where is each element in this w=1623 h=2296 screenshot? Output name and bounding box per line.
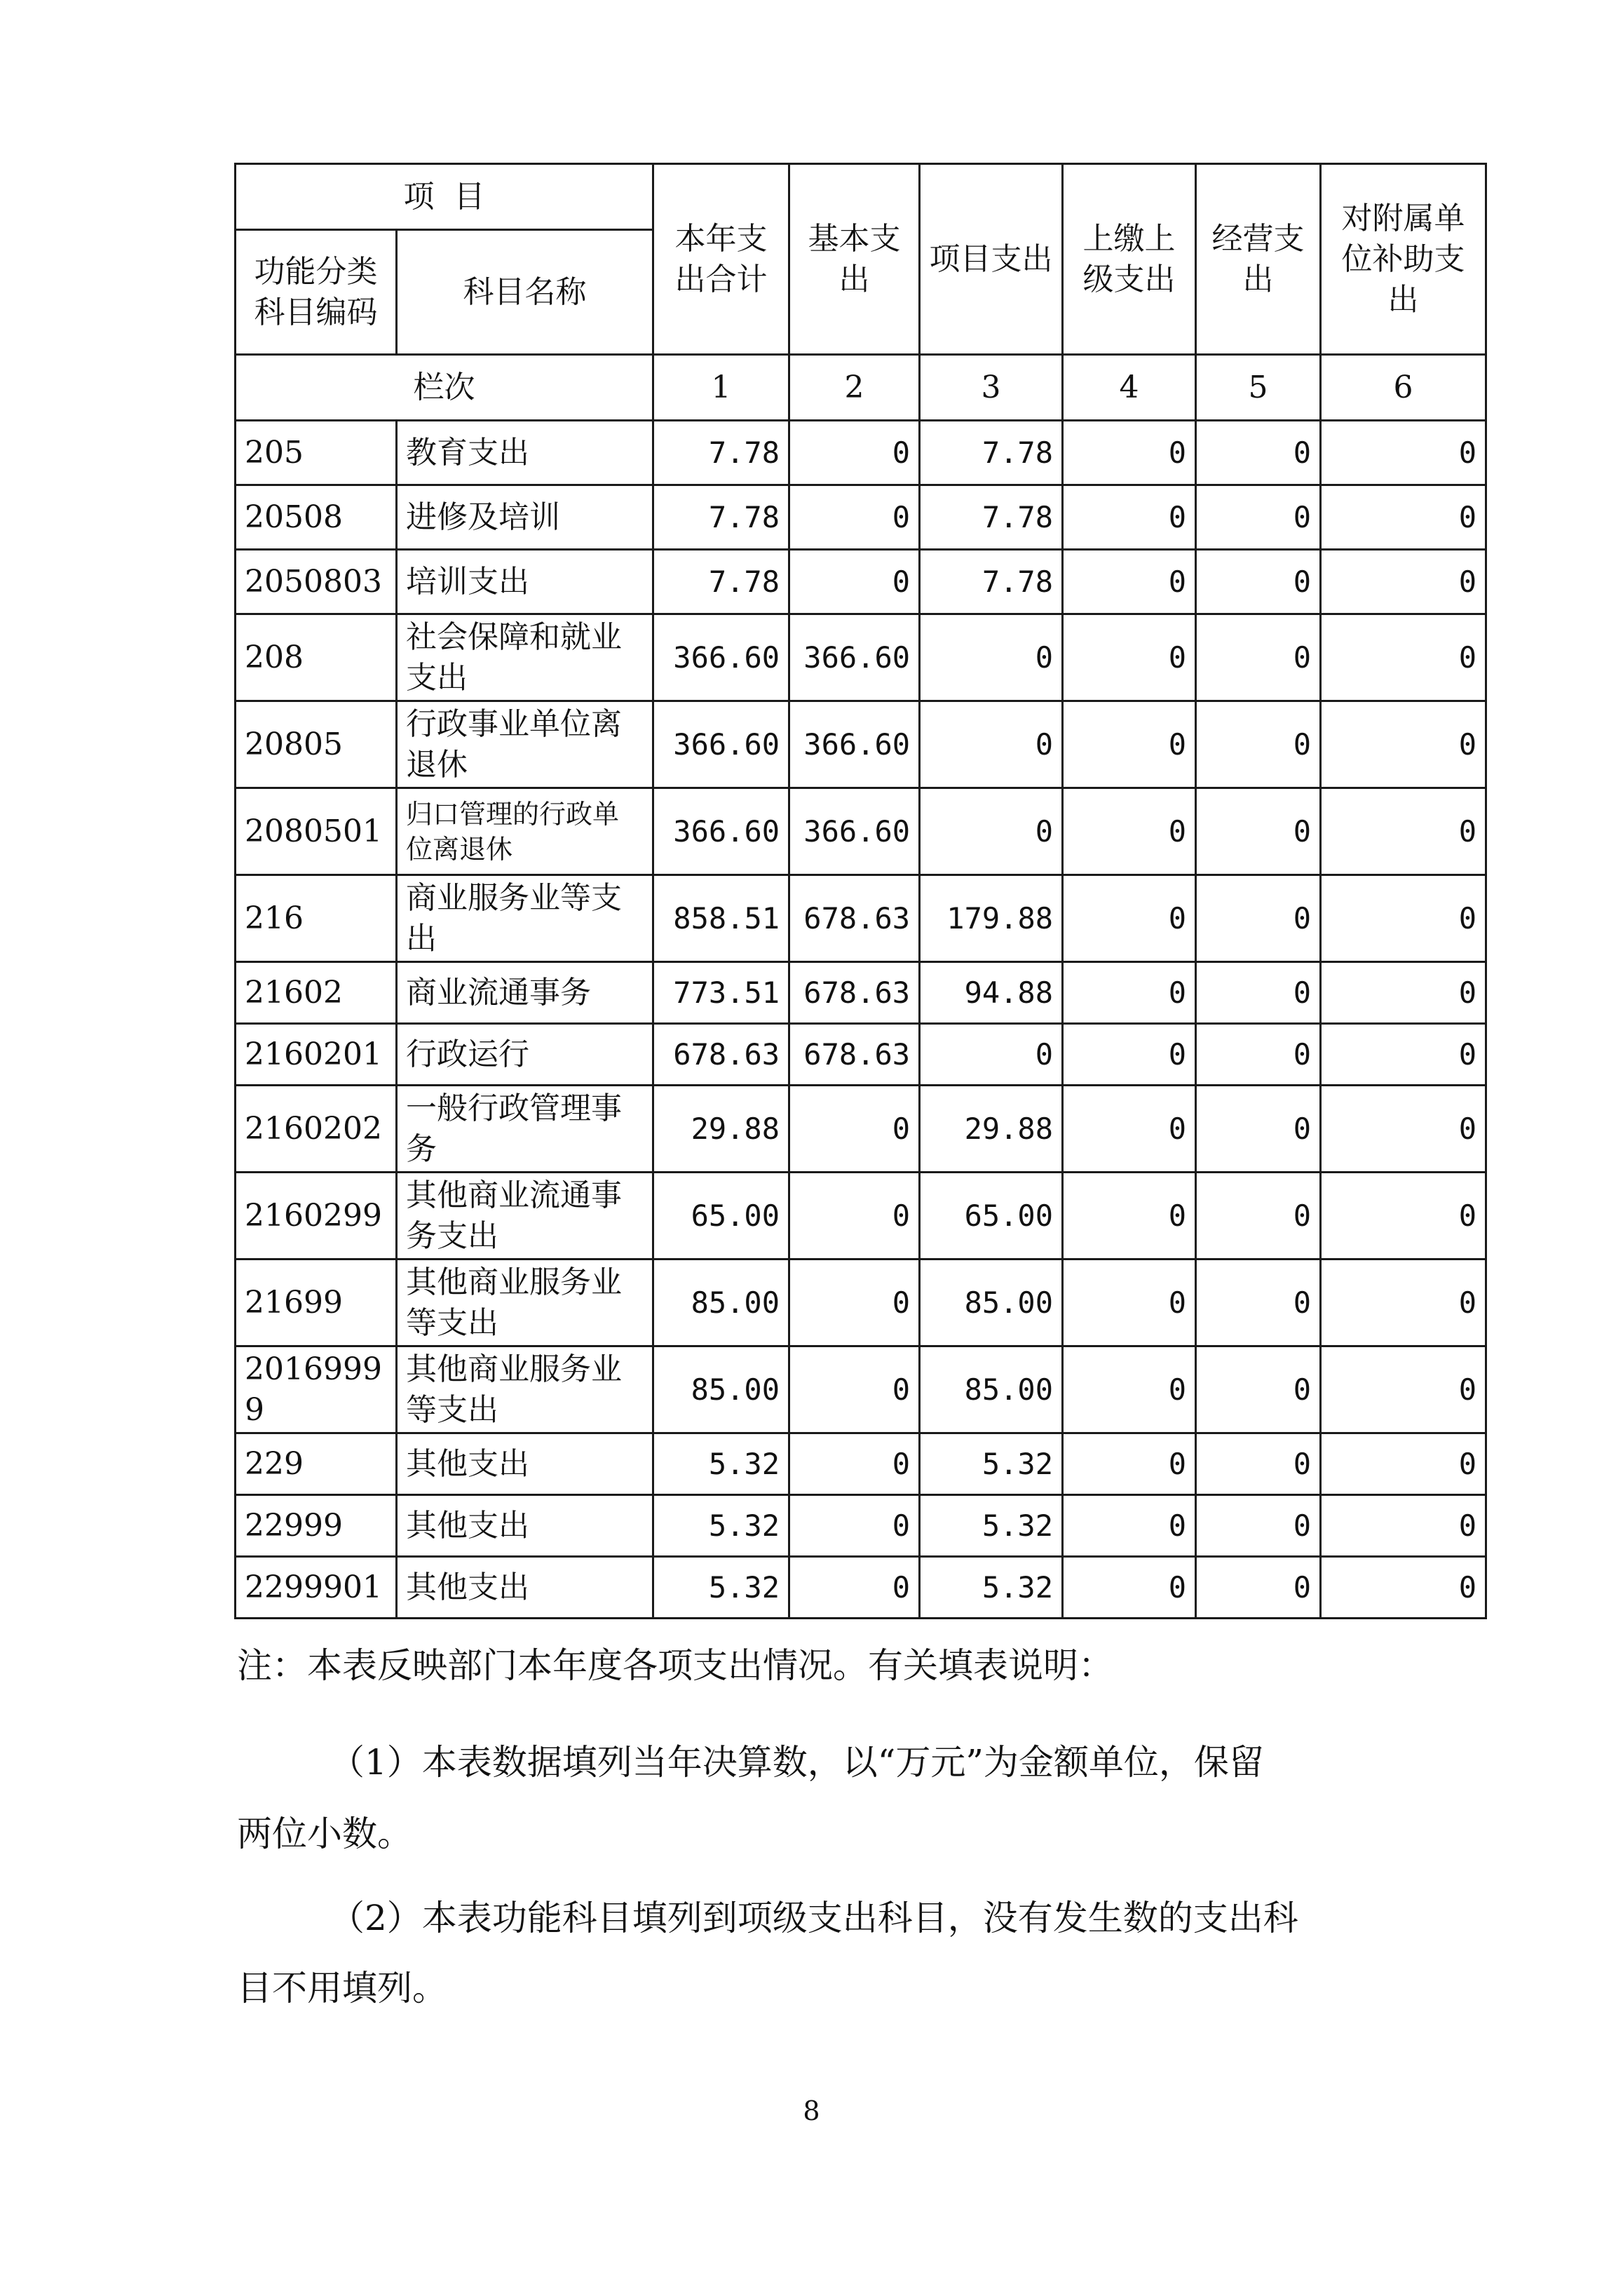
row-value-col-4: 0: [1063, 875, 1196, 962]
row-code: 2160202: [236, 1086, 397, 1173]
row-value-col-2: 0: [789, 485, 920, 550]
row-name: 行政运行: [397, 1024, 653, 1086]
row-value-col-3: 0: [920, 1024, 1063, 1086]
row-value-col-6: 0: [1321, 788, 1486, 875]
expenditure-table: [234, 163, 1487, 1619]
table-row: [236, 962, 1486, 1024]
row-value-col-5: 0: [1196, 1086, 1321, 1173]
note-item1-line1: （1）本表数据填列当年决算数，以“万元”为金额单位，保留: [330, 1742, 1264, 1783]
table-row: [236, 1433, 1486, 1495]
table-row: [236, 1346, 1486, 1433]
table-row: [236, 875, 1486, 962]
row-value-col-3: 7.78: [920, 485, 1063, 550]
table-row: [236, 1495, 1486, 1557]
row-code: 2080501: [236, 788, 397, 875]
row-value-col-5: 0: [1196, 701, 1321, 788]
row-code: 2160299: [236, 1173, 397, 1260]
row-name: 其他商业服务业等支出: [397, 1260, 653, 1346]
row-value-col-6: 0: [1321, 1557, 1486, 1619]
row-value-col-4: 0: [1063, 1024, 1196, 1086]
table-row: [236, 701, 1486, 788]
row-value-col-6: 0: [1321, 1433, 1486, 1495]
row-value-col-4: 0: [1063, 550, 1196, 614]
row-value-col-5: 0: [1196, 421, 1321, 485]
table-body: [236, 421, 1486, 1619]
row-code: 216: [236, 875, 397, 962]
row-name: 其他商业服务业等支出: [397, 1346, 653, 1433]
row-code: 2299901: [236, 1557, 397, 1619]
row-value-col-6: 0: [1321, 614, 1486, 701]
row-value-col-5: 0: [1196, 1024, 1321, 1086]
row-code: 2160201: [236, 1024, 397, 1086]
row-value-col-6: 0: [1321, 421, 1486, 485]
row-value-col-3: 85.00: [920, 1260, 1063, 1346]
row-value-col-5: 0: [1196, 550, 1321, 614]
note-intro: 注：本表反映部门本年度各项支出情况。有关填表说明：: [237, 1645, 1113, 1686]
row-value-col-4: 0: [1063, 701, 1196, 788]
row-value-col-3: 29.88: [920, 1086, 1063, 1173]
row-value-col-2: 366.60: [789, 701, 920, 788]
table-row: [236, 614, 1486, 701]
row-value-col-5: 0: [1196, 1346, 1321, 1433]
header-col-2: 基本支出: [789, 164, 920, 355]
row-value-col-4: 0: [1063, 614, 1196, 701]
row-value-col-3: 65.00: [920, 1173, 1063, 1260]
row-value-col-4: 0: [1063, 1557, 1196, 1619]
row-value-col-2: 0: [789, 1260, 920, 1346]
row-value-col-2: 0: [789, 1346, 920, 1433]
header-code-label: 功能分类科目编码: [236, 230, 397, 355]
row-value-col-3: 5.32: [920, 1433, 1063, 1495]
row-value-col-4: 0: [1063, 1086, 1196, 1173]
row-code: 229: [236, 1433, 397, 1495]
row-value-col-5: 0: [1196, 614, 1321, 701]
row-value-col-5: 0: [1196, 962, 1321, 1024]
row-value-col-3: 179.88: [920, 875, 1063, 962]
row-value-col-2: 678.63: [789, 962, 920, 1024]
row-value-col-1: 366.60: [653, 701, 789, 788]
row-value-col-6: 0: [1321, 1086, 1486, 1173]
row-code: 205: [236, 421, 397, 485]
row-value-col-5: 0: [1196, 485, 1321, 550]
row-value-col-2: 0: [789, 1086, 920, 1173]
row-name: 一般行政管理事务: [397, 1086, 653, 1173]
row-value-col-6: 0: [1321, 1346, 1486, 1433]
row-name: 其他支出: [397, 1495, 653, 1557]
row-code: 21699: [236, 1260, 397, 1346]
header-col-3: 项目支出: [920, 164, 1063, 355]
header-name-label: 科目名称: [397, 230, 653, 355]
row-value-col-2: 0: [789, 1557, 920, 1619]
table-row: [236, 1260, 1486, 1346]
row-value-col-3: 0: [920, 614, 1063, 701]
row-value-col-2: 0: [789, 550, 920, 614]
table-row: [236, 421, 1486, 485]
row-value-col-5: 0: [1196, 1495, 1321, 1557]
header-col-6: 对附属单位补助支出: [1321, 164, 1486, 355]
row-name: 商业流通事务: [397, 962, 653, 1024]
header-col-5: 经营支出: [1196, 164, 1321, 355]
header-index-6: 6: [1321, 355, 1486, 421]
page-number: 8: [803, 2095, 820, 2126]
header-col-1: 本年支出合计: [653, 164, 789, 355]
row-value-col-4: 0: [1063, 1495, 1196, 1557]
row-value-col-2: 678.63: [789, 875, 920, 962]
row-value-col-4: 0: [1063, 788, 1196, 875]
row-name: 培训支出: [397, 550, 653, 614]
row-value-col-1: 678.63: [653, 1024, 789, 1086]
row-value-col-4: 0: [1063, 1346, 1196, 1433]
row-value-col-6: 0: [1321, 701, 1486, 788]
note-item1-line2: 两位小数。: [237, 1814, 412, 1854]
row-value-col-2: 0: [789, 1433, 920, 1495]
row-value-col-1: 7.78: [653, 550, 789, 614]
row-value-col-6: 0: [1321, 1495, 1486, 1557]
row-value-col-1: 85.00: [653, 1260, 789, 1346]
row-value-col-3: 0: [920, 788, 1063, 875]
row-value-col-1: 5.32: [653, 1557, 789, 1619]
header-index-4: 4: [1063, 355, 1196, 421]
row-value-col-2: 0: [789, 1495, 920, 1557]
table-row: [236, 1086, 1486, 1173]
row-name: 教育支出: [397, 421, 653, 485]
row-value-col-3: 0: [920, 701, 1063, 788]
row-value-col-5: 0: [1196, 1173, 1321, 1260]
row-value-col-1: 85.00: [653, 1346, 789, 1433]
row-value-col-4: 0: [1063, 962, 1196, 1024]
row-value-col-1: 366.60: [653, 614, 789, 701]
row-code: 20805: [236, 701, 397, 788]
table-row: [236, 788, 1486, 875]
row-value-col-1: 858.51: [653, 875, 789, 962]
row-value-col-4: 0: [1063, 1260, 1196, 1346]
row-name: 归口管理的行政单位离退休: [397, 788, 653, 875]
row-name: 商业服务业等支出: [397, 875, 653, 962]
row-value-col-1: 29.88: [653, 1086, 789, 1173]
table-row: [236, 485, 1486, 550]
note-item2-line1: （2）本表功能科目填列到项级支出科目，没有发生数的支出科: [330, 1898, 1298, 1938]
row-value-col-6: 0: [1321, 962, 1486, 1024]
row-value-col-3: 85.00: [920, 1346, 1063, 1433]
row-name: 其他支出: [397, 1433, 653, 1495]
row-value-col-5: 0: [1196, 1260, 1321, 1346]
row-value-col-3: 5.32: [920, 1495, 1063, 1557]
note-item2-line2: 目不用填列。: [237, 1968, 447, 2008]
table-row: [236, 1173, 1486, 1260]
row-name: 进修及培训: [397, 485, 653, 550]
row-value-col-2: 366.60: [789, 614, 920, 701]
header-index-1: 1: [653, 355, 789, 421]
header-index-5: 5: [1196, 355, 1321, 421]
row-value-col-1: 5.32: [653, 1495, 789, 1557]
row-value-col-6: 0: [1321, 875, 1486, 962]
header-index-2: 2: [789, 355, 920, 421]
table-row: [236, 1557, 1486, 1619]
row-value-col-4: 0: [1063, 1433, 1196, 1495]
row-value-col-6: 0: [1321, 1173, 1486, 1260]
row-value-col-3: 5.32: [920, 1557, 1063, 1619]
row-code: 22999: [236, 1495, 397, 1557]
row-code: 21602: [236, 962, 397, 1024]
row-code: 20169999: [236, 1346, 397, 1433]
header-group-label: 项 目: [236, 164, 653, 230]
row-value-col-3: 7.78: [920, 550, 1063, 614]
row-value-col-3: 94.88: [920, 962, 1063, 1024]
row-value-col-2: 0: [789, 1173, 920, 1260]
row-name: 其他商业流通事务支出: [397, 1173, 653, 1260]
row-value-col-6: 0: [1321, 1024, 1486, 1086]
row-value-col-6: 0: [1321, 485, 1486, 550]
row-code: 2050803: [236, 550, 397, 614]
row-code: 20508: [236, 485, 397, 550]
row-value-col-2: 678.63: [789, 1024, 920, 1086]
row-value-col-4: 0: [1063, 1173, 1196, 1260]
header-index-label: 栏次: [236, 355, 653, 421]
row-name: 社会保障和就业支出: [397, 614, 653, 701]
row-value-col-5: 0: [1196, 1433, 1321, 1495]
row-value-col-5: 0: [1196, 1557, 1321, 1619]
row-value-col-5: 0: [1196, 788, 1321, 875]
table-row: [236, 1024, 1486, 1086]
row-name: 其他支出: [397, 1557, 653, 1619]
header-col-4: 上缴上级支出: [1063, 164, 1196, 355]
row-value-col-6: 0: [1321, 1260, 1486, 1346]
row-value-col-1: 65.00: [653, 1173, 789, 1260]
row-code: 208: [236, 614, 397, 701]
row-value-col-4: 0: [1063, 421, 1196, 485]
row-value-col-1: 5.32: [653, 1433, 789, 1495]
row-value-col-5: 0: [1196, 875, 1321, 962]
row-value-col-2: 0: [789, 421, 920, 485]
row-value-col-1: 7.78: [653, 485, 789, 550]
row-value-col-3: 7.78: [920, 421, 1063, 485]
row-value-col-4: 0: [1063, 485, 1196, 550]
table-row: [236, 550, 1486, 614]
row-value-col-1: 7.78: [653, 421, 789, 485]
row-value-col-1: 773.51: [653, 962, 789, 1024]
header-index-3: 3: [920, 355, 1063, 421]
row-value-col-1: 366.60: [653, 788, 789, 875]
row-value-col-2: 366.60: [789, 788, 920, 875]
row-value-col-6: 0: [1321, 550, 1486, 614]
row-name: 行政事业单位离退休: [397, 701, 653, 788]
